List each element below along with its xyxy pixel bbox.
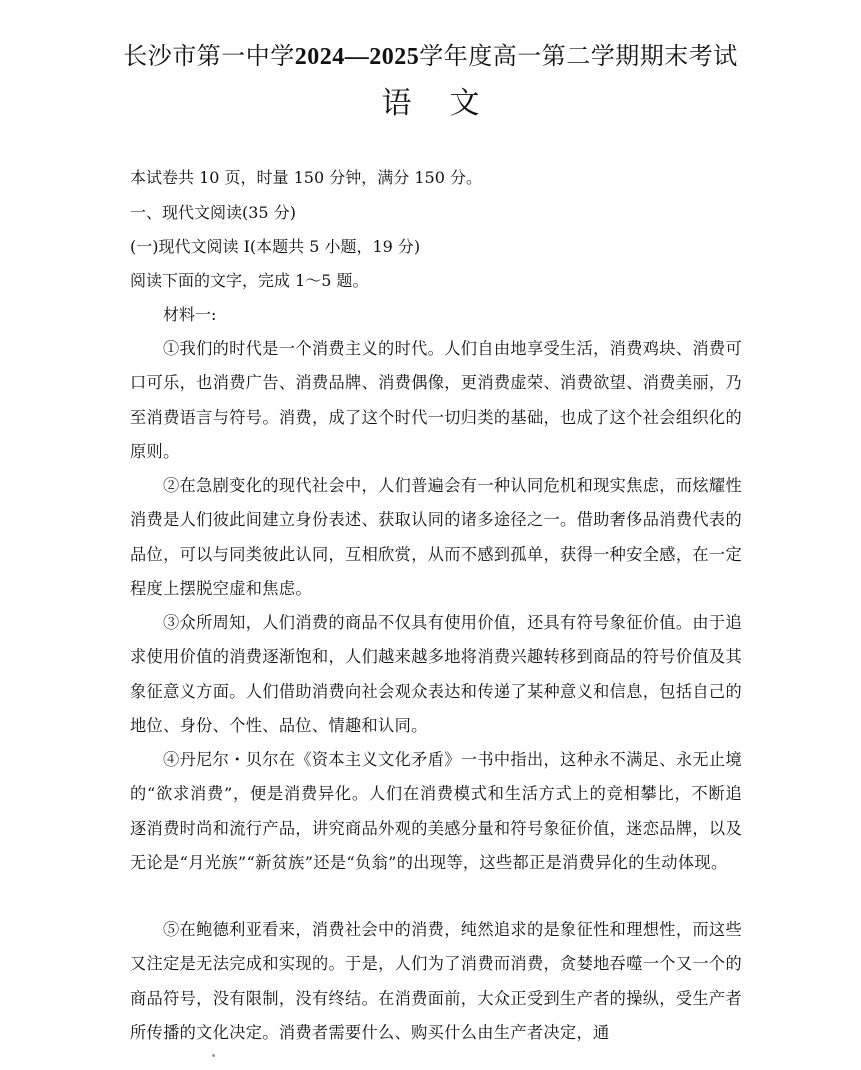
title-prefix: 长沙市第一中学 <box>123 42 295 70</box>
paragraph-4: ④丹尼尔・贝尔在《资本主义文化矛盾》一书中指出，这种永不满足、永无止境的“欲求消费”，便是消费异化。人们在消费模式和生活方式上的竞相攀比，不断追逐消费时尚和流行产品，讲究商品外观的美感分量和符号象征价值，迷恋品牌，以及无论是“月光族”“新贫族”还是“负翁”的出现等，这些都正是消费异化的生动体现。 <box>130 750 742 872</box>
subsection-heading: (一)现代文阅读 I(本题共 5 小题，19 分) <box>130 237 421 256</box>
paragraph-1: ①我们的时代是一个消费主义的时代。人们自由地享受生活，消费鸡块、消费可口可乐，也消费广告、消费品牌、消费偶像，更消费虚荣、消费欲望、消费美丽，乃至消费语言与符号。消费，成了这个时代一切归类的基础，也成了这个社会组织化的原则。 <box>130 339 742 461</box>
subject-title: 语文 <box>381 86 518 121</box>
section-heading: 一、现代文阅读(35 分) <box>130 203 296 222</box>
material-label: 材料一: <box>163 305 217 324</box>
title-year: 2024—2025 <box>294 44 420 70</box>
title-suffix: 学年度高一第二学期期末考试 <box>419 42 738 70</box>
paragraph-5: ⑤在鲍德利亚看来，消费社会中的消费，纯然追求的是象征性和理想性，而这些又注定是无法完成和实现的。于是，人们为了消费而消费，贪婪地吞噬一个又一个的商品符号，没有限制，没有终结。在消费面前，大众正受到生产者的操纵，受生产者所传播的文化决定。消费者需要什么、购买什么由生产者决定，通 <box>130 920 742 1042</box>
paragraph-3: ③众所周知，人们消费的商品不仅具有使用价值，还具有符号象征价值。由于追求使用价值的消费逐渐饱和，人们越来越多地将消费兴趣转移到商品的符号价值及其象征意义方面。人们借助消费向社会观众表达和传递了某种意义和信息，包括自己的地位、身份、个性、品位、情趣和认同。 <box>130 613 742 735</box>
exam-title <box>0 40 861 73</box>
page-mark <box>212 1054 215 1057</box>
reading-instruction: 阅读下面的文字，完成 1～5 题。 <box>130 271 369 290</box>
paragraph-2: ②在急剧变化的现代社会中，人们普遍会有一种认同危机和现实焦虑，而炫耀性消费是人们彼此间建立身份表述、获取认同的诸多途径之一。借助奢侈品消费代表的品位，可以与同类彼此认同，互相欣赏，从而不感到孤单，获得一种安全感，在一定程度上摆脱空虚和焦虑。 <box>130 476 742 598</box>
exam-info: 本试卷共 10 页，时量 150 分钟，满分 150 分。 <box>130 168 482 187</box>
